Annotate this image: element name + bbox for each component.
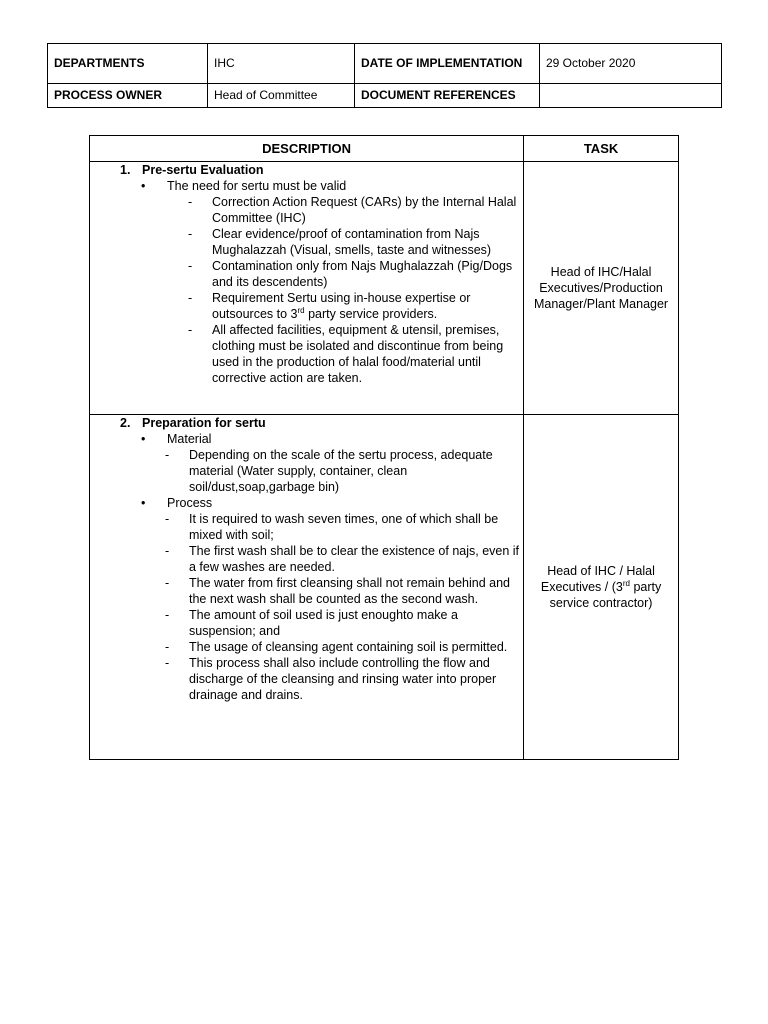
dash-icon: - [188, 227, 193, 241]
task-header: TASK [524, 136, 679, 162]
dash-icon: - [188, 291, 193, 305]
list-item: - This process shall also include controlling the flow and discharge of the cleansing and rinsing water into proper drainage and drains. [165, 656, 497, 702]
list-item: - The water from first cleansing shall not remain behind and the next wash shall be counted as the second wash. [165, 576, 510, 606]
date-label: DATE OF IMPLEMENTATION [355, 44, 540, 84]
list-item: - It is required to wash seven times, one of which shall be mixed with soil; [165, 512, 499, 542]
list-item: - Correction Action Request (CARs) by the Internal Halal Committee (IHC) [188, 195, 517, 225]
bullet-icon: • [141, 432, 146, 446]
section-title-text: Pre-sertu Evaluation [142, 163, 264, 177]
section-title [90, 415, 521, 431]
date-value: 29 October 2020 [540, 44, 722, 84]
bullet-icon: • [141, 179, 146, 193]
dash-icon: - [165, 576, 170, 590]
list-item: - Depending on the scale of the sertu process, adequate material (Water supply, container, clean soil/dust,soap,garbage bin) [165, 448, 493, 494]
dash-icon: - [165, 544, 170, 558]
dash-icon: - [165, 448, 170, 462]
list-item: - The first wash shall be to clear the existence of najs, even if a few washes are needed. [165, 544, 520, 574]
list-item: - The usage of cleansing agent containing soil is permitted. [165, 640, 508, 654]
doc-ref-value [540, 84, 722, 108]
header-table [47, 43, 722, 108]
bullet-item [90, 431, 521, 447]
owner-label: PROCESS OWNER [48, 84, 208, 108]
section-2-description [90, 415, 524, 760]
dash-icon: - [165, 608, 170, 622]
procedure-table [89, 135, 679, 760]
list-item: - Contamination only from Najs Mughalazzah (Pig/Dogs and its descendents) [188, 259, 513, 289]
section-1-task: Head of IHC/Halal Executives/Production Manager/Plant Manager [524, 162, 679, 415]
dash-icon: - [165, 656, 170, 670]
section-number: 2. [120, 416, 131, 430]
bullet-item [90, 495, 521, 511]
section-title [90, 162, 521, 178]
departments-label: DEPARTMENTS [48, 44, 208, 84]
section-title-text: Preparation for sertu [142, 416, 266, 430]
list-item: - Requirement Sertu using in-house expertise or outsources to 3rd party service providers. [188, 291, 471, 321]
owner-value: Head of Committee [208, 84, 355, 108]
section-number: 1. [120, 163, 131, 177]
doc-ref-label: DOCUMENT REFERENCES [355, 84, 540, 108]
description-header: DESCRIPTION [90, 136, 524, 162]
list-item: - Clear evidence/proof of contamination from Najs Mughalazzah (Visual, smells, taste and witnesses) [188, 227, 492, 257]
dash-icon: - [188, 323, 193, 337]
bullet-text: The need for sertu must be valid [167, 179, 347, 193]
list-item: - All affected facilities, equipment & utensil, premises, clothing must be isolated and discontinue from being used in the production of halal food/material until corrective action are taken. [188, 323, 504, 385]
bullet-text: Material [167, 432, 212, 446]
list-item: - The amount of soil used is just enoughto make a suspension; and [165, 608, 458, 638]
dash-icon: - [188, 259, 193, 273]
bullet-icon: • [141, 496, 146, 510]
bullet-text: Process [167, 496, 213, 510]
section-2-task: Head of IHC / Halal Executives / (3rd party service contractor) [524, 415, 679, 760]
departments-value: IHC [208, 44, 355, 84]
dash-icon: - [188, 195, 193, 209]
bullet-item [90, 178, 521, 194]
section-1-description [90, 162, 524, 415]
dash-icon: - [165, 512, 170, 526]
dash-icon: - [165, 640, 170, 654]
